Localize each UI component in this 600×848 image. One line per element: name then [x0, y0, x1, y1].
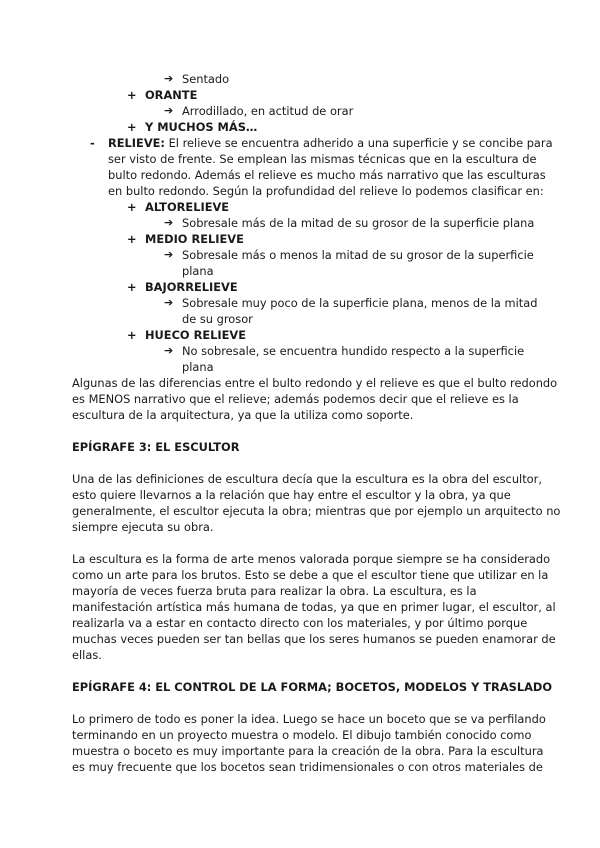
plus-bullet-icon: + [127, 120, 137, 134]
plus-bullet-icon: + [127, 200, 137, 214]
relieve-line-4: en bulto redondo. Según la profundidad del relieve lo podemos clasificar en: [108, 184, 544, 198]
epigrafe-4-p1-line-4: es muy frecuente que los bocetos sean tridimensionales o con otros materiales de [72, 760, 543, 774]
list-item-orante-desc: Arrodillado, en actitud de orar [182, 104, 354, 118]
bajorrelieve-desc-1: Sobresale muy poco de la superficie plana, menos de la mitad [182, 296, 538, 310]
epigrafe-3-p2-line-6: muchas veces pueden ser tan bellas que los seres humanos se pueden enamorar de [72, 632, 556, 646]
list-item-sentado: Sentado [182, 72, 230, 86]
epigrafe-3-p1-line-2: esto quiere llevarnos a la relación que hay entre el escultor y la obra, ya que [72, 488, 511, 502]
plus-bullet-icon: + [127, 328, 137, 342]
relieve-type-hueco: HUECO RELIEVE [145, 328, 246, 342]
epigrafe-3-p2-line-7: ellas. [72, 648, 102, 662]
altorelieve-desc: Sobresale más de la mitad de su grosor de la superficie plana [182, 216, 535, 230]
medio-relieve-desc-2: plana [182, 264, 214, 278]
dash-bullet-icon: - [90, 136, 95, 150]
differences-line-1: Algunas de las diferencias entre el bulto redondo y el relieve es que el bulto redondo [72, 376, 558, 390]
plus-bullet-icon: + [127, 232, 137, 246]
hueco-relieve-desc-2: plana [182, 360, 214, 374]
plus-bullet-icon: + [127, 88, 137, 102]
relieve-label: RELIEVE: [108, 136, 165, 150]
arrow-icon: ➔ [164, 104, 174, 117]
relieve-line-3: bulto redondo. Además el relieve es mucho más narrativo que las esculturas [108, 168, 546, 182]
epigrafe-4-p1-line-2: terminando en un proyecto muestra o modelo. El dibujo también conocido como [72, 728, 532, 742]
arrow-icon: ➔ [164, 72, 174, 85]
medio-relieve-desc-1: Sobresale más o menos la mitad de su grosor de la superficie [182, 248, 534, 262]
epigrafe-3-p2-line-5: realizarla va a estar en contacto directo con los materiales, y por último porque [72, 616, 528, 630]
epigrafe-3-p2-line-2: como un arte para los brutos. Esto se debe a que el escultor tiene que utilizar en la [72, 568, 549, 582]
relieve-type-medio: MEDIO RELIEVE [145, 232, 244, 246]
arrow-icon: ➔ [164, 216, 174, 229]
epigrafe-3-p1-line-1: Una de las definiciones de escultura decía que la escultura es la obra del escultor, [72, 472, 542, 486]
epigrafe-3-heading: EPÍGRAFE 3: EL ESCULTOR [72, 440, 240, 454]
epigrafe-4-heading: EPÍGRAFE 4: EL CONTROL DE LA FORMA; BOCETOS, MODELOS Y TRASLADO [72, 680, 553, 694]
epigrafe-3-p2-line-4: manifestación artística más humana de todas, ya que en primer lugar, el escultor, al [72, 600, 556, 614]
relieve-type-bajorrelieve: BAJORRELIEVE [145, 280, 238, 294]
list-item-orante: ORANTE [145, 88, 198, 102]
hueco-relieve-desc-1: No sobresale, se encuentra hundido respecto a la superficie [182, 344, 525, 358]
epigrafe-4-p1-line-1: Lo primero de todo es poner la idea. Luego se hace un boceto que se va perfilando [72, 712, 546, 726]
epigrafe-4-p1-line-3: muestra o boceto es muy importante para la creación de la obra. Para la escultura [72, 744, 544, 758]
epigrafe-3-p2-line-1: La escultura es la forma de arte menos valorada porque siempre se ha considerado [72, 552, 551, 566]
differences-line-3: escultura de la arquitectura, ya que la utiliza como soporte. [72, 408, 414, 422]
relieve-type-altorelieve: ALTORELIEVE [145, 200, 230, 214]
epigrafe-3-p1-line-3: generalmente, el escultor ejecuta la obra; mientras que por ejemplo un arquitecto no [72, 504, 561, 518]
relieve-line-2: ser visto de frente. Se emplean las mismas técnicas que en la escultura de [108, 152, 537, 166]
epigrafe-3-p2-line-3: mayoría de veces fuerza bruta para realizar la obra. La escultura, es la [72, 584, 477, 598]
differences-line-2: es MENOS narrativo que el relieve; además podemos decir que el relieve es la [72, 392, 519, 406]
list-item-y-muchos-mas: Y MUCHOS MÁS… [145, 120, 258, 134]
epigrafe-3-p1-line-4: siempre ejecuta su obra. [72, 520, 214, 534]
bajorrelieve-desc-2: de su grosor [182, 312, 253, 326]
arrow-icon: ➔ [164, 344, 174, 357]
arrow-icon: ➔ [164, 296, 174, 309]
relieve-line-1 [108, 135, 553, 151]
plus-bullet-icon: + [127, 280, 137, 294]
arrow-icon: ➔ [164, 248, 174, 261]
relieve-text: El relieve se encuentra adherido a una superficie y se concibe para [168, 136, 553, 150]
